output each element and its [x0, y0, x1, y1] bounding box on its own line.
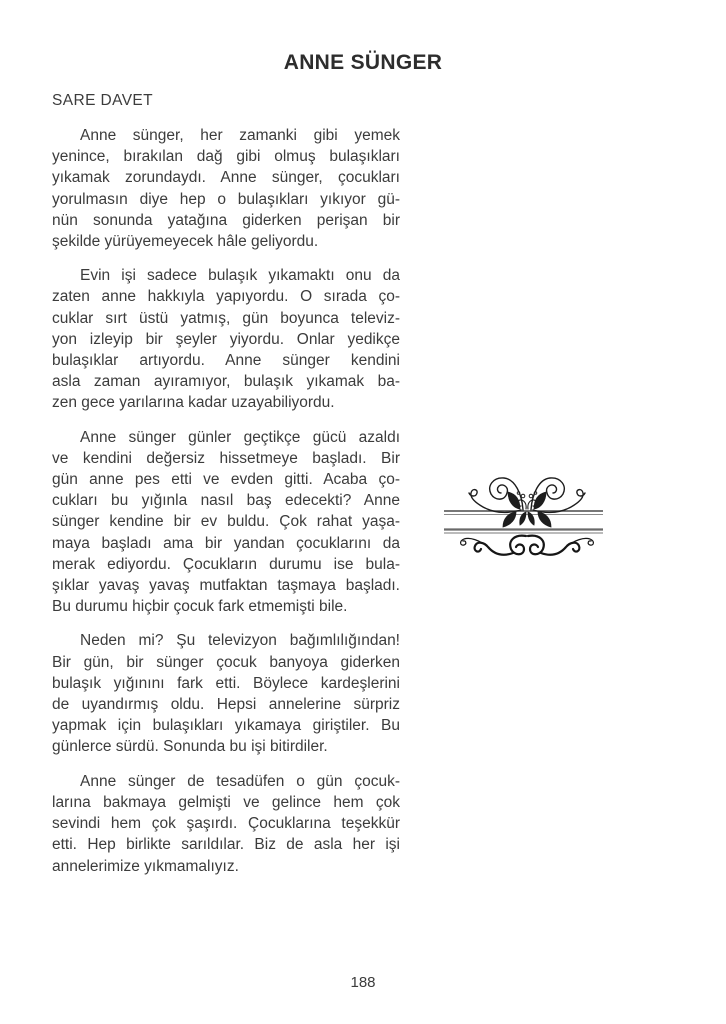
text-line: yapmak için bulaşıkları yıkamaya giriştiler. Bu — [52, 717, 400, 735]
paragraph — [52, 427, 400, 618]
text-line: asla zaman ayıramıyor, bulaşık yıkamak ba- — [52, 373, 400, 391]
text-line: sevindi hem çok şaşırdı. Çocuklarına teşekkür — [52, 815, 400, 833]
page-title: ANNE SÜNGER — [283, 51, 443, 74]
text-line: sünger kendine bir ev buldu. Çok rahat yaşa- — [52, 513, 400, 531]
text-line: Evin işi sadece bulaşık yıkamaktı onu da — [80, 267, 400, 285]
paragraph — [52, 265, 400, 413]
text-line: bulaşıklar artıyordu. Anne sünger kendini — [52, 352, 400, 370]
text-line: Anne sünger, her zamanki gibi yemek — [80, 127, 400, 144]
text-line: gün anne pes etti ve evden gitti. Acaba ço- — [52, 471, 400, 489]
author-name: SARE DAVET — [52, 92, 154, 109]
text-line: larına bakmaya gelmişti ve gelince hem çok — [52, 793, 400, 811]
text-line: merak ediyordu. Çocukların durumu ise bula- — [52, 555, 400, 573]
text-line: etti. Hep birlikte sarıldılar. Biz de asla her işi — [52, 836, 400, 854]
text-line: maya başladı ama bir yandan çocuklarını da — [52, 534, 400, 552]
text-line: Anne sünger günler geçtikçe gücü azaldı — [80, 428, 400, 446]
text-line: şıklar yavaş yavaş mutfaktan taşmaya başladı. — [52, 577, 400, 595]
text-line: Anne sünger de tesadüfen o gün çocuk- — [80, 772, 400, 790]
text-line: de uyandırmış oldu. Hepsi annelerine sürpriz — [52, 696, 400, 714]
text-line: yıkamak zorundaydı. Anne sünger, çocukları — [52, 169, 400, 187]
text-line: ve kendini değersiz hissetmeye başladı. Bir — [52, 449, 400, 467]
page-number: 188 — [350, 974, 376, 991]
text-line: Neden mi? Şu televizyon bağımlılığından! — [80, 632, 400, 650]
text-line: günlerce sürdü. Sonunda bu işi bitirdiler. — [52, 738, 328, 756]
floral-divider-ornament — [444, 466, 604, 566]
text-line: Bu durumu hiçbir çocuk fark etmemişti bile. — [52, 598, 348, 616]
text-line: bulaşık yığınını fark etti. Böylece kardeşlerini — [52, 674, 400, 692]
text-line: annelerimize yıkmamalıyız. — [52, 857, 239, 875]
text-line: Bir gün, bir sünger çocuk banyoya giderken — [52, 653, 400, 671]
paragraph — [52, 125, 400, 252]
text-line: yon izleyip bir şeyler yiyordu. Onlar yedikçe — [52, 330, 400, 348]
text-line: yorulmasın diye hep o bulaşıkları yıkıyor gü- — [52, 190, 400, 208]
text-line: nün sonunda yatağına giderken perişan bir — [52, 211, 400, 229]
text-line: cukları bu yığınla nasıl baş edecekti? Anne — [52, 492, 400, 510]
floral-divider-icon — [444, 466, 604, 566]
text-line: cuklar sırt üstü yatmış, gün boyunca televiz- — [52, 309, 400, 327]
body-text — [52, 125, 400, 890]
text-line: yenince, bırakılan dağ gibi olmuş bulaşıkları — [52, 148, 400, 166]
text-line: şekilde yürüyemeyecek hâle geliyordu. — [52, 233, 319, 251]
text-line: zen gece yarılarına kadar uzayabiliyordu. — [52, 394, 335, 412]
paragraph — [52, 630, 400, 757]
text-line: zaten anne hakkıyla yapıyordu. O sırada ço- — [52, 288, 400, 306]
paragraph — [52, 771, 400, 877]
